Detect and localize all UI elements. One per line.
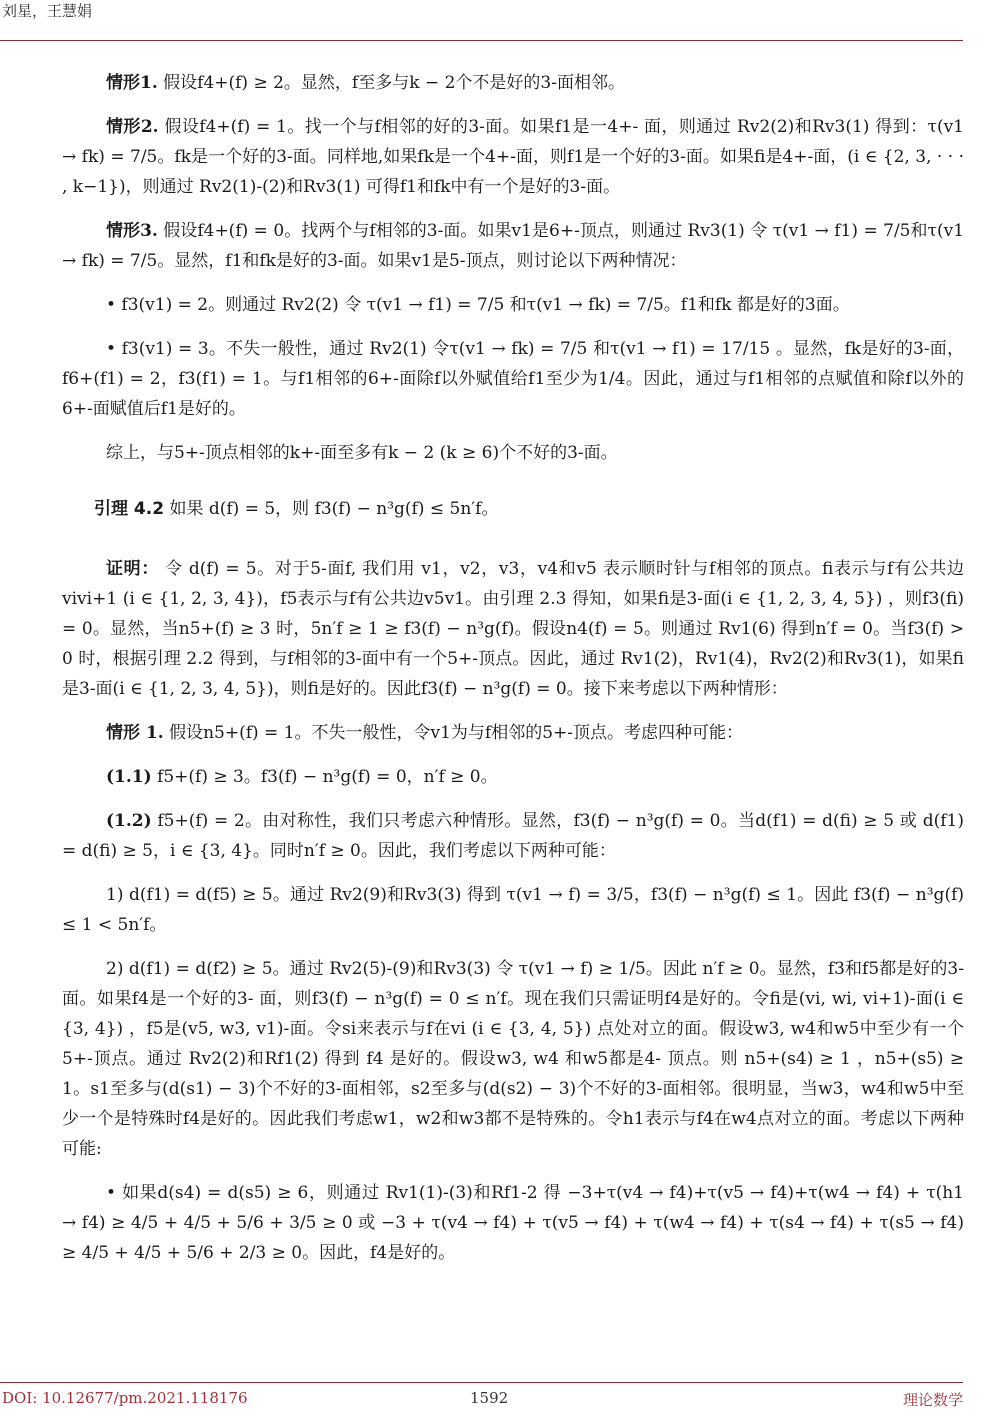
case-label: 情形2. xyxy=(106,117,159,137)
case-3-paragraph xyxy=(62,216,964,276)
case-1-paragraph xyxy=(62,68,964,98)
paragraph-text: • f3(v1) = 2。则通过 Rv2(2) 令 τ(v1 → f1) = 7/5 和τ(v1 → fk) = 7/5。f1和fk 都是好的3面。 xyxy=(106,295,850,315)
case-label: 情形3. xyxy=(106,221,158,241)
paragraph-text: 假设n5+(f) = 1。不失一般性，令v1为与f相邻的5+-顶点。考虑四种可能： xyxy=(163,723,744,743)
subcase-paragraph xyxy=(62,762,964,792)
paragraph-text: • 如果d(s4) = d(s5) ≥ 6，则通过 Rv1(1)-(3)和Rf1-2 得 −3+τ(v4 → f4)+τ(v5 → f4)+τ(w4 → f4) + τ(h1 → f4) ≥ 4/5 + 4/5 + 5/6 + 3/5 ≥ 0 或 −3 + τ(v4 → f4) + τ(v5 → f4) + τ(w4 → f4) + τ(s4 → f4) + τ(s5 → f4) ≥ 4/5 + 4/5 + 5/6 + 2/3 ≥ 0。因此，f4是好的。 xyxy=(62,1183,964,1263)
case-label: 情形1. xyxy=(106,73,158,93)
case-2-paragraph xyxy=(62,112,964,202)
header-authors: 刘星，王慧娟 xyxy=(2,2,93,20)
subcase-label: (1.2) xyxy=(106,811,152,831)
paragraph-text: 综上，与5+-顶点相邻的k+-面至多有k − 2 (k ≥ 6)个不好的3-面。 xyxy=(106,443,618,463)
page-number: 1592 xyxy=(470,1389,509,1407)
paragraph-text: f5+(f) ≥ 3。f3(f) − n³g(f) = 0，n′f ≥ 0。 xyxy=(151,767,498,787)
bullet-paragraph xyxy=(62,290,964,320)
bullet-paragraph xyxy=(62,1178,964,1268)
subcase-paragraph xyxy=(62,806,964,866)
subcase-label: (1.1) xyxy=(106,767,152,787)
possibility-paragraph xyxy=(62,954,964,1164)
lemma-label: 引理 4.2 xyxy=(94,499,165,519)
paragraph-text: 假设f4+(f) ≥ 2。显然，f至多与k − 2个不是好的3-面相邻。 xyxy=(157,73,625,93)
paragraph-text: 令 d(f) = 5。对于5-面f, 我们用 v1，v2，v3，v4和v5 表示顺时针与f相邻的顶点。fi表示与f有公共边vivi+1 (i ∈ {1, 2, 3, 4})，f5表示与f有公共边v5v1。由引理 2.3 得知，如果fi是3-面(i ∈ {1, 2, 3, 4, 5}) ，则f3(fi) = 0。显然，当n5+(f) ≥ 3 时，5n′f ≥ 1 ≥ f3(f) − n³g(f)。假设n4(f) = 5。则通过 Rv1(6) 得到n′f = 0。当f3(f) > 0 时，根据引理 2.2 得到，与f相邻的3-面中有一个5+-顶点。因此，通过 Rv1(2)，Rv1(4)，Rv2(2)和Rv3(1)，如果fi是3-面(i ∈ {1, 2, 3, 4, 5})，则fi是好的。因此f3(f) − n³g(f) = 0。接下来考虑以下两种情形： xyxy=(62,559,965,699)
summary-paragraph xyxy=(62,438,964,468)
possibility-paragraph xyxy=(62,880,964,940)
bullet-paragraph xyxy=(62,334,964,424)
page-header xyxy=(0,0,963,41)
paragraph-text: f5+(f) = 2。由对称性，我们只考虑六种情形。显然，f3(f) − n³g(f) = 0。当d(f1) = d(fi) ≥ 5 或 d(f1) = d(fi) ≥ 5，i ∈ {3, 4}。同时n′f ≥ 0。因此，我们考虑以下两种可能： xyxy=(62,811,964,861)
paragraph-text: 假设f4+(f) = 0。找两个与f相邻的3-面。如果v1是6+-顶点，则通过 Rv3(1) 令 τ(v1 → f1) = 7/5和τ(v1 → fk) = 7/5。显然，f1和fk是好的3-面。如果v1是5-顶点，则讨论以下两种情况： xyxy=(62,221,965,271)
paragraph-text: 假设f4+(f) = 1。找一个与f相邻的好的3-面。如果f1是一4+- 面，则通过 Rv2(2)和Rv3(1) 得到：τ(v1 → fk) = 7/5。fk是一个好的3-面。同样地,如果fk是一个4+-面，则f1是一个好的3-面。如果fi是4+-面，(i ∈ {2, 3, · · · , k−1})，则通过 Rv2(1)-(2)和Rv3(1) 可得f1和fk中有一个是好的3-面。 xyxy=(62,117,965,197)
proof-label: 证明： xyxy=(106,559,160,579)
lemma-statement xyxy=(62,494,964,524)
paragraph-text: • f3(v1) = 3。不失一般性，通过 Rv2(1) 令τ(v1 → fk) = 7/5 和τ(v1 → f1) = 17/15 。显然，fk是好的3-面，f6+(f1) = 2，f3(f1) = 1。与f1相邻的6+-面除f以外赋值给f1至少为1/4。因此，通过与f1相邻的点赋值和除f以外的6+-面赋值后f1是好的。 xyxy=(62,339,964,419)
journal-name: 理论数学 xyxy=(902,1391,963,1409)
paragraph-text: 2) d(f1) = d(f2) ≥ 5。通过 Rv2(5)-(9)和Rv3(3) 令 τ(v1 → f) ≥ 1/5。因此 n′f ≥ 0。显然，f3和f5都是好的3-面。如果f4是一个好的3- 面，则f3(f) − n³g(f) = 0 ≤ n′f。现在我们只需证明f4是好的。令fi是(vi, wi, vi+1)-面(i ∈ {3, 4}) ，f5是(v5, w3, v1)-面。令si来表示与f在vi (i ∈ {3, 4, 5}) 点处对立的面。假设w3, w4和w5中至少有一个5+-顶点。通过 Rv2(2)和Rf1(2) 得到 f4 是好的。假设w3, w4 和w5都是4- 顶点。则 n5+(s4) ≥ 1 ，n5+(s5) ≥ 1。s1至多与(d(s1) − 3)个不好的3-面相邻，s2至多与(d(s2) − 3)个不好的3-面相邻。很明显，当w3，w4和w5中至少一个是特殊时f4是好的。因此我们考虑w1，w2和w3都不是特殊的。令h1表示与f4在w4点对立的面。考虑以下两种可能: xyxy=(62,959,964,1159)
main-content xyxy=(62,68,964,1282)
doi-link[interactable]: DOI: 10.12677/pm.2021.118176 xyxy=(2,1389,248,1407)
case-paragraph xyxy=(62,718,964,748)
case-label: 情形 1. xyxy=(106,723,164,743)
proof-paragraph xyxy=(62,554,964,704)
paragraph-text: 1) d(f1) = d(f5) ≥ 5。通过 Rv2(9)和Rv3(3) 得到 τ(v1 → f) = 3/5，f3(f) − n³g(f) ≤ 1。因此 f3(f) − n³g(f) ≤ 1 < 5n′f。 xyxy=(62,885,964,935)
lemma-text: 如果 d(f) = 5，则 f3(f) − n³g(f) ≤ 5n′f。 xyxy=(164,499,499,519)
page-footer xyxy=(0,1382,963,1415)
